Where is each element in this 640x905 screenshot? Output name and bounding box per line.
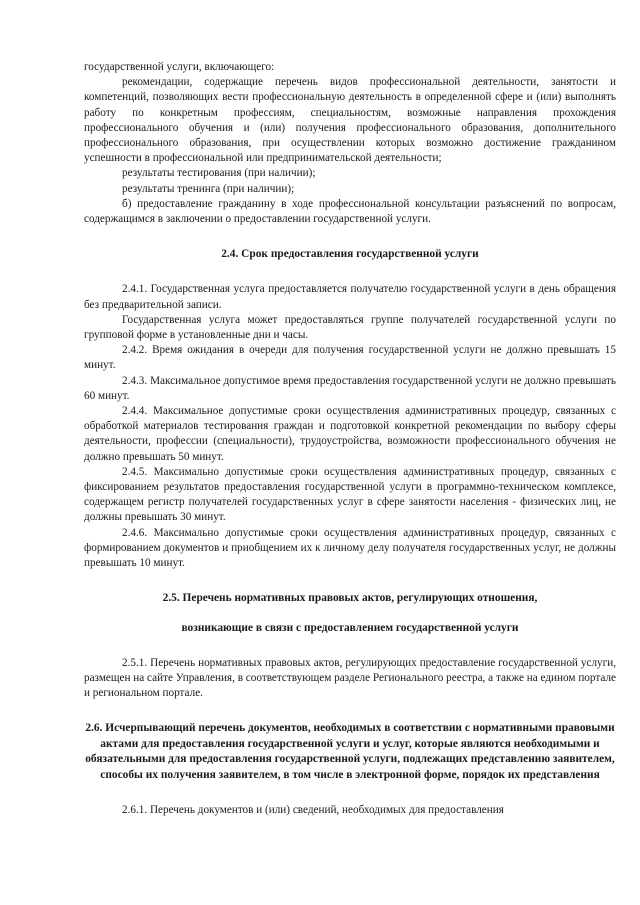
- document-body: [84, 60, 616, 818]
- heading-2-4: 2.4. Срок предоставления государственной услуги: [221, 248, 479, 261]
- paragraph-2-4-2: 2.4.2. Время ожидания в очереди для получения государственной услуги не должно превышать 15 минут.: [84, 344, 616, 372]
- paragraph-2-4-6: 2.4.6. Максимально допустимые сроки осуществления административных процедур, связанных с формированием документов и приобщением их к личному делу получателя государственных услуг, не должны превышать 10 минут.: [84, 526, 616, 570]
- paragraph-2-4-1: 2.4.1. Государственная услуга предоставляется получателю государственной услуги в день обращения без предварительной записи.: [84, 283, 616, 311]
- paragraph-training-results: результаты тренинга (при наличии);: [122, 182, 295, 195]
- paragraph-2-4-3: 2.4.3. Максимальное допустимое время предоставления государственной услуги не должно превышать 60 минут.: [84, 374, 616, 402]
- paragraph-2-4-4: 2.4.4. Максимальное допустимые сроки осуществления административных процедур, связанных с обработкой материалов тестирования граждан и подготовкой конкретной рекомендации по выбору сферы деятельности, профессии (специальности), трудоустройства, возможности профессионального обучения не должно превышать 50 минут.: [84, 405, 616, 463]
- paragraph-testing-results: результаты тестирования (при наличии);: [122, 167, 316, 180]
- heading-2-5-line2: возникающие в связи с предоставлением государственной услуги: [181, 621, 519, 634]
- paragraph-b: б) предоставление гражданину в ходе профессиональной консультации разъяснений по вопросам, содержащимся в заключении о предоставлении государственной услуги.: [84, 197, 616, 226]
- heading-2-5-line1: 2.5. Перечень нормативных правовых актов, регулирующих отношения,: [162, 592, 538, 605]
- heading-2-6: 2.6. Исчерпывающий перечень документов, необходимых в соответствии с нормативными правовыми актами для предоставления государственной услуги и услуг, которые являются необходимыми и обязательными для предоставления государственной услуги, подлежащих представлению заявителем, способы их получения заявителем, в том числе в электронной форме, порядок их представления: [85, 722, 615, 781]
- paragraph-recommendations: рекомендации, содержащие перечень видов профессиональной деятельности, занятости и компетенций, позволяющих вести профессиональную деятельность в определенной сфере и (или) выполнять работу по конкретным профессиям, специальностям, возможные направления прохождения профессионального обучения и (или) получения профессионального образования, дополнительного профессионального образования, при осуществлении которых возможно достижение гражданином успешности в профессиональной или предпринимательской деятельности;: [84, 76, 616, 165]
- paragraph-2-6-1: 2.6.1. Перечень документов и (или) сведений, необходимых для предоставления: [122, 803, 504, 816]
- paragraph-2-4-5: 2.4.5. Максимально допустимые сроки осуществления административных процедур, связанных с фиксированием результатов предоставления государственной услуги в программно-техническом комплексе, содержащем регистр получателей государственных услуг в сфере занятости населения - физических лиц, не должны превышать 30 минут.: [84, 465, 616, 524]
- paragraph-2-4-1-group: Государственная услуга может предоставляться группе получателей государственной услуги по групповой форме в установленные дни и часы.: [84, 313, 616, 342]
- paragraph-2-5-1: 2.5.1. Перечень нормативных правовых актов, регулирующих предоставление государственной услуги, размещен на сайте Управления, в соответствующем разделе Регионального реестра, а также на едином портале и региональном портале.: [84, 656, 616, 700]
- paragraph-intro: государственной услуги, включающего:: [84, 61, 275, 73]
